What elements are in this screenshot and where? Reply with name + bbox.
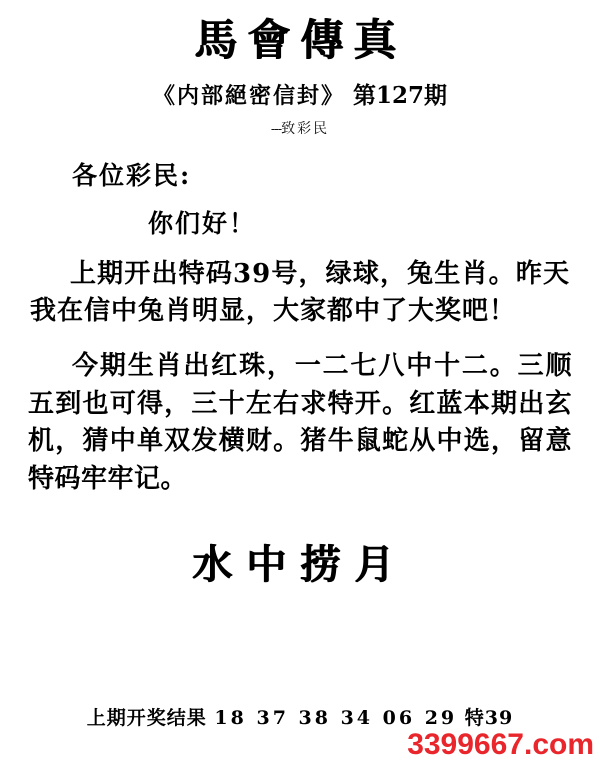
subtitle-text: 《内部絕密信封》 — [152, 83, 345, 110]
paragraph-previous-result: 上期开出特码39号，绿球，兔生肖。昨天我在信中兔肖明显，大家都中了大奖吧！ — [30, 259, 570, 327]
dedication-text: 致彩民 — [281, 121, 330, 138]
footer-results — [0, 703, 600, 730]
dedication-line — [0, 118, 600, 138]
paragraph-prediction-text: 今期生肖出红珠，一二七八中十二。三顺五到也可得，三十左右求特开。红蓝本期出玄机，猜中单双发横财。猪牛鼠蛇从中选，留意特码牢牢记。 — [28, 351, 572, 495]
paragraph-prediction — [28, 348, 572, 499]
salutation: 各位彩民: — [72, 161, 192, 191]
issue-number: 第127期 — [353, 82, 448, 110]
footer-label: 上期开奖结果 — [86, 707, 207, 729]
subtitle-row — [0, 77, 600, 110]
dedication-dashes: --- — [270, 122, 282, 138]
slogan: 水中捞月 — [192, 540, 408, 588]
greeting: 你们好！ — [148, 209, 257, 239]
watermark: 3399667.com — [407, 728, 594, 761]
footer-numbers: 18 37 38 34 06 29 — [214, 707, 458, 729]
page-title: 馬會傳真 — [194, 16, 406, 66]
footer-special: 特39 — [464, 707, 514, 729]
